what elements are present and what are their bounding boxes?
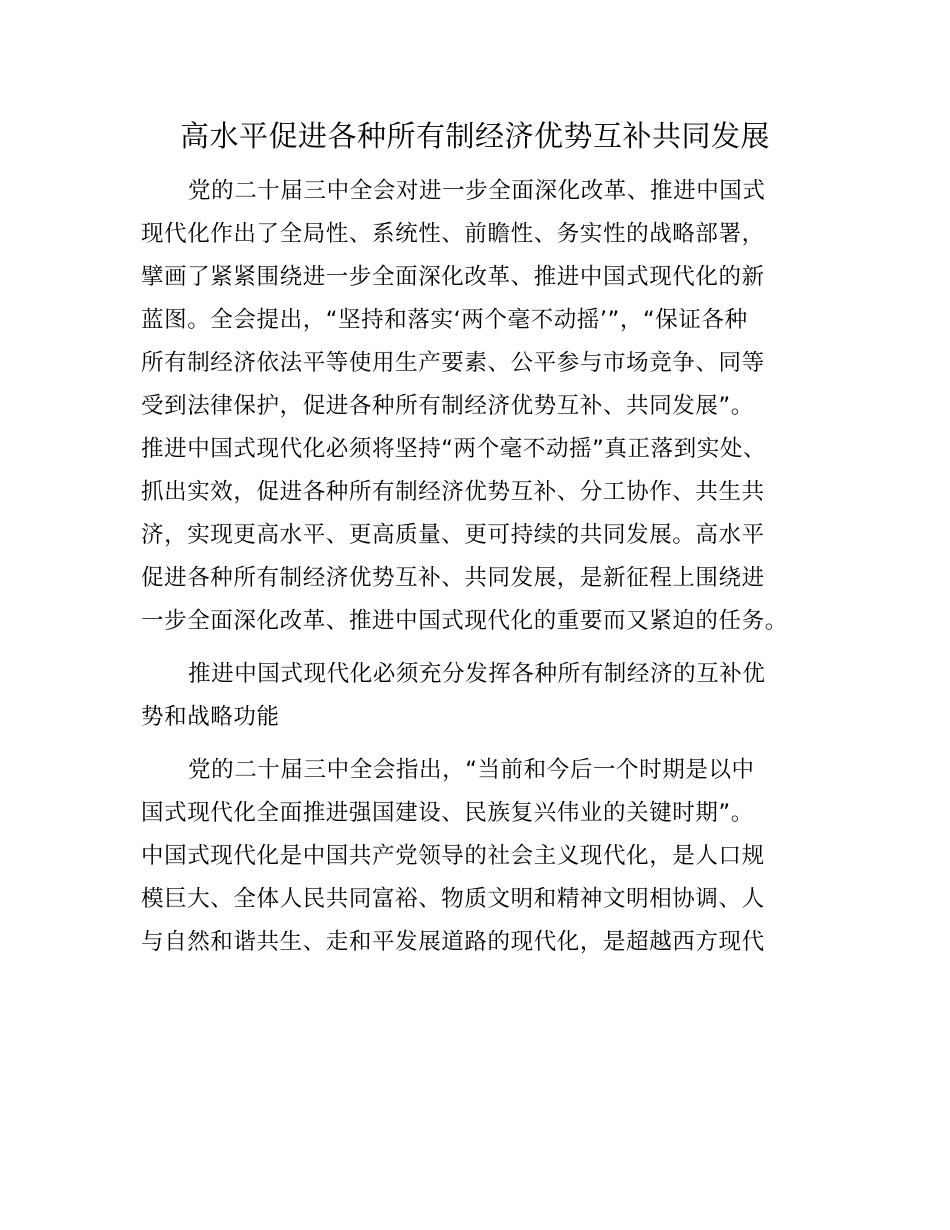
section-heading-line-2: 势和战略功能 [141,704,280,730]
paragraph-3-line-5: 与自然和谐共生、走和平发展道路的现代化，是超越西方现代 [141,929,765,955]
paragraph-1-line-3: 擘画了紧紧围绕进一步全面深化改革、推进中国式现代化的新 [141,264,765,290]
paragraph-1-line-10: 促进各种所有制经济优势互补、共同发展，是新征程上围绕进 [141,565,765,591]
paragraph-3-line-1: 党的二十届三中全会指出，“当前和今后一个时期是以中 [188,757,755,783]
paragraph-1-line-5: 所有制经济依法平等使用生产要素、公平参与市场竞争、同等 [141,350,765,376]
paragraph-1-line-1: 党的二十届三中全会对进一步全面深化改革、推进中国式 [188,178,766,204]
paragraph-3-line-3: 中国式现代化是中国共产党领导的社会主义现代化，是人口规 [141,843,765,869]
paragraph-1-line-6: 受到法律保护，促进各种所有制经济优势互补、共同发展”。 [141,393,754,419]
paragraph-1-line-9: 济，实现更高水平、更高质量、更可持续的共同发展。高水平 [141,522,765,548]
paragraph-1-line-2: 现代化作出了全局性、系统性、前瞻性、务实性的战略部署， [141,221,765,247]
section-heading-line-1: 推进中国式现代化必须充分发挥各种所有制经济的互补优 [188,661,766,687]
paragraph-1-line-4: 蓝图。全会提出，“坚持和落实‘两个毫不动摇’”，“保证各种 [141,307,748,333]
document-title: 高水平促进各种所有制经济优势互补共同发展 [179,119,770,153]
paragraph-3-line-4: 模巨大、全体人民共同富裕、物质文明和精神文明相协调、人 [141,886,765,912]
paragraph-1-line-7: 推进中国式现代化必须将坚持“两个毫不动摇”真正落到实处、 [141,436,767,462]
paragraph-1-line-11: 一步全面深化改革、推进中国式现代化的重要而又紧迫的任务。 [141,608,788,634]
paragraph-3-line-2: 国式现代化全面推进强国建设、民族复兴伟业的关键时期”。 [141,800,754,826]
paragraph-1-line-8: 抓出实效，促进各种所有制经济优势互补、分工协作、共生共 [141,479,765,505]
